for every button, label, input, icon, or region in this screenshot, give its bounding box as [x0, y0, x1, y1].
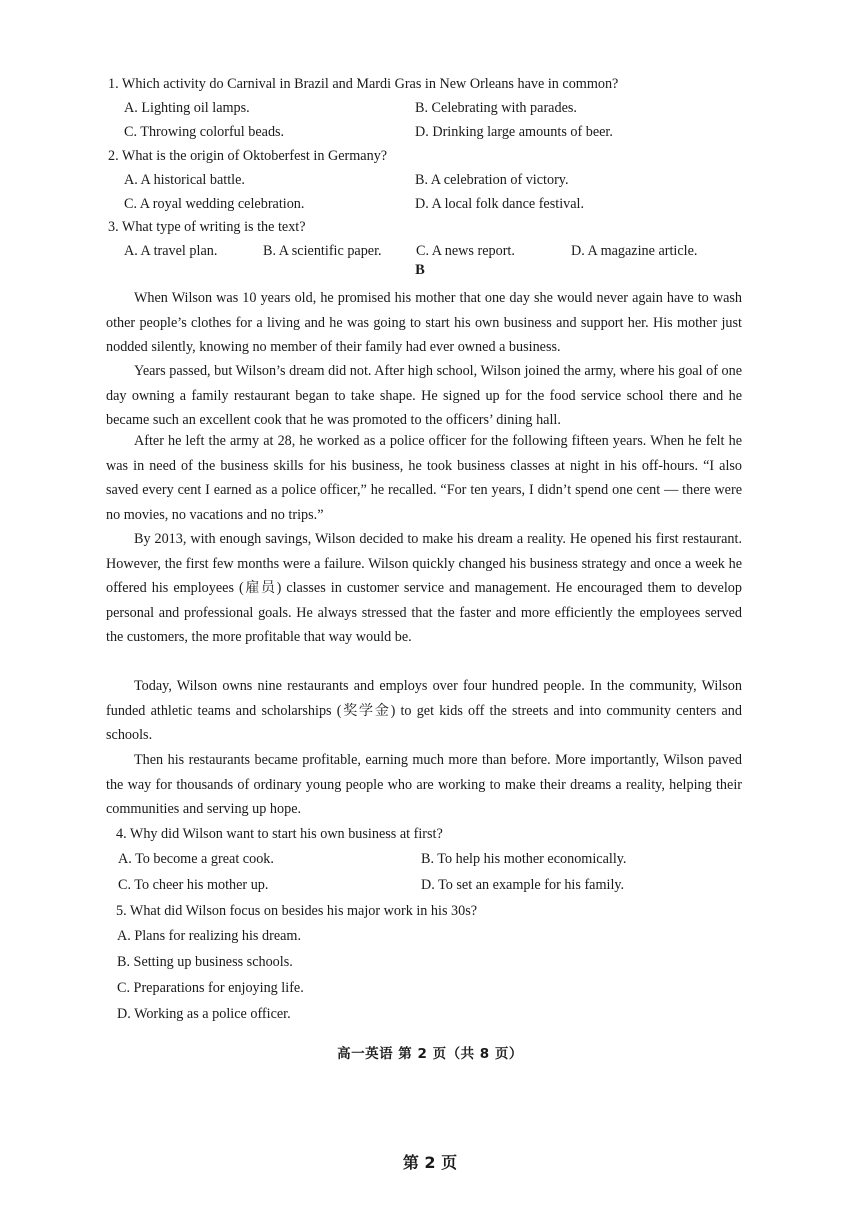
question-5-option-b: B. Setting up business schools. — [117, 954, 293, 970]
question-3-option-c: C. A news report. — [416, 243, 515, 259]
passage-paragraph-4: By 2013, with enough savings, Wilson decided to make his dream a reality. He opened his first restaurant. However, the first few months were a failure. Wilson quickly changed his business strategy and once a week he offered his employees (雇员) classes in customer service and management. He encouraged them to develop personal and professional goals. He always stressed that the faster and more efficiently the employees served the customers, the more profitable that way would be. — [106, 531, 742, 646]
question-3-option-a: A. A travel plan. — [124, 243, 218, 259]
passage-paragraph-2: Years passed, but Wilson’s dream did not. After high school, Wilson joined the army, where his goal of one day owning a family restaurant began to take shape. He signed up for the food service school there and he became such an excellent cook that he was promoted to the officers’ dining hall. — [106, 363, 742, 429]
question-2-option-d: D. A local folk dance festival. — [415, 196, 585, 212]
passage-paragraph-3: After he left the army at 28, he worked as a police officer for the following fifteen years. When he felt he was in need of the business skills for his business, he took business classes at night in his off-hours. “I also saved every cent I earned as a police officer,” he recalled. “For ten years, I didn’t spend one cent — there were no movies, no vacations and no trips.” — [106, 433, 742, 523]
question-2-option-c: C. A royal wedding celebration. — [124, 196, 305, 212]
page-footer: 高一英语 第 2 页（共 8 页） — [337, 1046, 523, 1062]
passage-paragraph-1: When Wilson was 10 years old, he promised his mother that one day she would never again have to wash other people’s clothes for a living and he was going to start his own business and support her. His mother just nodded silently, knowing no member of their family had ever owned a business. — [106, 290, 742, 356]
question-3-stem: 3. What type of writing is the text? — [108, 219, 306, 235]
question-2-stem: 2. What is the origin of Oktoberfest in Germany? — [108, 148, 388, 164]
question-1-stem: 1. Which activity do Carnival in Brazil and Mardi Gras in New Orleans have in common? — [108, 76, 619, 92]
question-2-option-a: A. A historical battle. — [124, 172, 245, 188]
question-1-option-a: A. Lighting oil lamps. — [124, 100, 250, 116]
question-4-option-d: D. To set an example for his family. — [421, 877, 625, 893]
question-5-option-d: D. Working as a police officer. — [117, 1006, 291, 1022]
question-3-option-b: B. A scientific paper. — [263, 243, 382, 259]
question-5-option-a: A. Plans for realizing his dream. — [117, 928, 301, 944]
question-4-option-b: B. To help his mother economically. — [421, 851, 627, 867]
question-1-option-b: B. Celebrating with parades. — [415, 100, 577, 116]
question-4-option-a: A. To become a great cook. — [118, 851, 274, 867]
passage-paragraph-5: Today, Wilson owns nine restaurants and employs over four hundred people. In the community, Wilson funded athletic teams and scholarships (奖学金) to get kids off the streets and into community centers and schools. — [106, 678, 742, 744]
question-1-option-c: C. Throwing colorful beads. — [124, 124, 285, 140]
question-3-option-d: D. A magazine article. — [571, 243, 698, 259]
question-4-stem: 4. Why did Wilson want to start his own business at first? — [116, 826, 443, 842]
question-4-option-c: C. To cheer his mother up. — [118, 877, 269, 893]
question-2-option-b: B. A celebration of victory. — [415, 172, 569, 188]
question-5-option-c: C. Preparations for enjoying life. — [117, 980, 304, 996]
section-b-title: B — [415, 262, 425, 278]
question-1-option-d: D. Drinking large amounts of beer. — [415, 124, 613, 140]
passage-paragraph-6: Then his restaurants became profitable, earning much more than before. More importantly, Wilson paved the way for thousands of ordinary young people who are working to make their dreams a reality, helping their communities and serving up hope. — [106, 752, 742, 818]
page-number-label: 第 2 页 — [402, 1153, 458, 1172]
question-5-stem: 5. What did Wilson focus on besides his major work in his 30s? — [116, 903, 478, 919]
